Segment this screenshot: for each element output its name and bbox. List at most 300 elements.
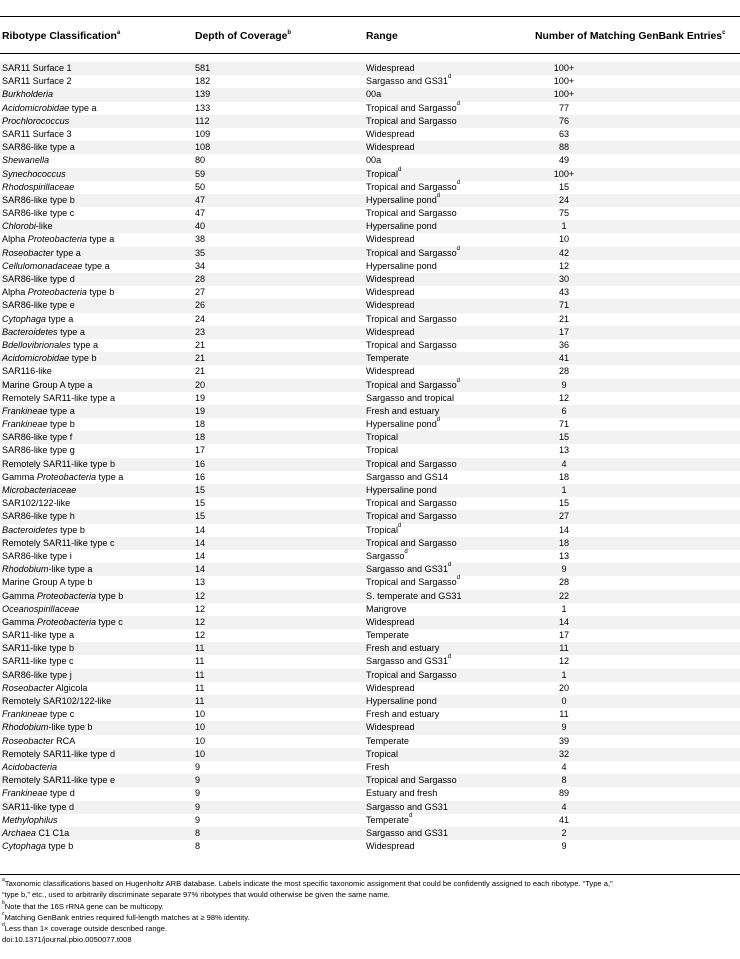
table-row xyxy=(0,392,740,405)
cell-genbank-entries: 1 xyxy=(561,485,567,495)
header-genbank-entries: Number of Matching GenBank Entries$^c$ xyxy=(535,30,726,42)
cell-ribotype: Gamma Proteobacteria type c xyxy=(2,616,123,627)
cell-genbank-entries: 41 xyxy=(558,353,570,364)
cell-range: Widespread xyxy=(366,366,415,377)
cell-depth: 50 xyxy=(195,181,206,192)
table-row xyxy=(0,497,740,510)
cell-depth: 133 xyxy=(195,102,211,113)
cell-range: Tropical and Sargasso xyxy=(366,537,457,548)
cell-depth: 21 xyxy=(195,366,206,377)
cell-depth: 24 xyxy=(195,313,206,324)
table-row xyxy=(0,260,740,273)
cell-depth: 26 xyxy=(195,300,206,311)
table-body xyxy=(0,62,740,853)
cell-depth: 16 xyxy=(195,471,206,482)
cell-range: Sargasso and tropical xyxy=(366,392,454,403)
cell-genbank-entries: 100+ xyxy=(553,76,575,87)
cell-ribotype: Roseobacter type a xyxy=(2,247,81,258)
table-row xyxy=(0,616,740,629)
cell-range: 00a xyxy=(366,89,382,100)
table-row xyxy=(0,194,740,207)
cell-depth: 12 xyxy=(195,630,206,641)
cell-genbank-entries: 75 xyxy=(558,208,570,219)
table-row xyxy=(0,88,740,101)
table-row xyxy=(0,207,740,220)
table-row xyxy=(0,655,740,668)
table-row xyxy=(0,405,740,418)
table-row xyxy=(0,418,740,431)
cell-depth: 8 xyxy=(195,827,201,838)
cell-depth: 109 xyxy=(195,128,211,139)
cell-depth: 108 xyxy=(195,142,211,153)
cell-range: Hypersaline pond xyxy=(366,221,437,232)
table-row xyxy=(0,721,740,734)
cell-ribotype: Roseobacter Algicola xyxy=(2,682,88,693)
table-row xyxy=(0,590,740,603)
cell-genbank-entries: 9 xyxy=(561,841,567,852)
cell-range: Widespread xyxy=(366,682,415,693)
cell-depth: 15 xyxy=(195,511,206,522)
cell-depth: 9 xyxy=(195,801,201,812)
table-row xyxy=(0,286,740,299)
cell-ribotype: SAR86-like type i xyxy=(2,550,72,561)
cell-ribotype: Remotely SAR11-like type a xyxy=(2,392,116,403)
cell-range: Fresh and estuary xyxy=(366,405,440,416)
cell-depth: 14 xyxy=(195,537,206,548)
table-row xyxy=(0,708,740,721)
table-row xyxy=(0,181,740,194)
cell-genbank-entries: 11 xyxy=(559,643,569,654)
cell-range: Tropical and Sargasso$^d$ xyxy=(366,575,460,588)
table-row xyxy=(0,550,740,563)
cell-range: Hypersaline pond xyxy=(366,260,437,271)
cell-depth: 11 xyxy=(195,696,205,706)
table-row xyxy=(0,128,740,141)
cell-ribotype: SAR11 Surface 2 xyxy=(2,76,72,87)
table-row xyxy=(0,431,740,444)
cell-genbank-entries: 18 xyxy=(558,537,570,548)
table-row xyxy=(0,576,740,589)
cell-genbank-entries: 1 xyxy=(561,669,567,680)
cell-depth: 27 xyxy=(195,287,206,298)
cell-depth: 9 xyxy=(195,761,201,772)
table-row xyxy=(0,524,740,537)
cell-ribotype: Frankineae type c xyxy=(2,709,75,720)
table-row xyxy=(0,642,740,655)
cell-ribotype: Bdellovibrionales type a xyxy=(2,339,99,350)
cell-range: Widespread xyxy=(366,616,415,627)
cell-ribotype: Acidobacteria xyxy=(2,761,58,772)
cell-range: Tropical and Sargasso xyxy=(366,115,457,126)
table-row xyxy=(0,629,740,642)
cell-depth: 34 xyxy=(195,260,206,271)
cell-genbank-entries: 36 xyxy=(558,339,570,350)
table-row xyxy=(0,801,740,814)
cell-range: Temperate$^d$ xyxy=(366,812,413,825)
table-row xyxy=(0,563,740,576)
cell-genbank-entries: 41 xyxy=(558,814,570,825)
cell-range: Tropical and Sargasso xyxy=(366,669,457,680)
cell-genbank-entries: 71 xyxy=(558,419,570,430)
table-row xyxy=(0,326,740,339)
table-row xyxy=(0,827,740,840)
cell-range: Widespread xyxy=(366,287,415,298)
cell-range: Tropical and Sargasso xyxy=(366,458,457,469)
cell-depth: 9 xyxy=(195,788,201,799)
cell-genbank-entries: 12 xyxy=(558,392,570,403)
table-row xyxy=(0,102,740,115)
cell-range: Hypersaline pond xyxy=(366,696,437,706)
cell-ribotype: SAR116-like xyxy=(2,366,52,377)
cell-range: Tropical and Sargasso$^d$ xyxy=(366,245,460,258)
cell-range: Widespread xyxy=(366,722,415,733)
table-row xyxy=(0,75,740,88)
cell-ribotype: Methylophilus xyxy=(2,814,58,825)
cell-depth: 9 xyxy=(195,814,201,825)
cell-genbank-entries: 6 xyxy=(561,405,567,416)
cell-depth: 80 xyxy=(195,155,206,166)
cell-range: Widespread xyxy=(366,326,415,337)
cell-ribotype: SAR11-like type c xyxy=(2,656,74,667)
cell-depth: 47 xyxy=(195,208,206,219)
cell-ribotype: SAR86-like type b xyxy=(2,194,75,205)
cell-range: Estuary and fresh xyxy=(366,788,438,799)
cell-genbank-entries: 10 xyxy=(558,234,570,245)
cell-ribotype: Bacteroidetes type a xyxy=(2,326,85,337)
cell-range: Tropical$^d$ xyxy=(366,166,402,179)
cell-genbank-entries: 71 xyxy=(558,300,570,311)
table-row xyxy=(0,840,740,853)
cell-ribotype: Remotely SAR11-like type c xyxy=(2,537,115,548)
cell-ribotype: Rhodobium-like type b xyxy=(2,722,93,733)
cell-genbank-entries: 100+ xyxy=(553,63,575,73)
cell-genbank-entries: 8 xyxy=(561,775,567,786)
cell-ribotype: Rhodospirillaceae xyxy=(2,181,75,192)
cell-genbank-entries: 15 xyxy=(558,181,570,192)
cell-depth: 11 xyxy=(195,669,205,680)
cell-range: Widespread xyxy=(366,300,415,311)
cell-range: Temperate xyxy=(366,353,409,364)
cell-range: Tropical and Sargasso xyxy=(366,313,457,324)
cell-genbank-entries: 12 xyxy=(558,656,570,667)
cell-range: Sargasso and GS31$^d$ xyxy=(366,654,452,667)
table-row xyxy=(0,774,740,787)
cell-ribotype: SAR11-like type b xyxy=(2,643,75,654)
table-row xyxy=(0,484,740,497)
cell-genbank-entries: 14 xyxy=(558,616,570,627)
cell-depth: 12 xyxy=(195,603,206,614)
cell-genbank-entries: 42 xyxy=(558,247,570,258)
cell-range: 00a xyxy=(366,155,382,166)
table-row xyxy=(0,537,740,550)
cell-ribotype: SAR11 Surface 1 xyxy=(2,63,72,73)
cell-ribotype: Remotely SAR11-like type b xyxy=(2,458,116,469)
cell-range: Temperate xyxy=(366,735,409,746)
cell-ribotype: Alpha Proteobacteria type a xyxy=(2,234,115,245)
cell-range: Tropical and Sargasso xyxy=(366,511,457,522)
cell-ribotype: Microbacteriaceae xyxy=(2,485,77,495)
cell-genbank-entries: 2 xyxy=(561,827,567,838)
cell-ribotype: SAR11-like type d xyxy=(2,801,75,812)
footnotes xyxy=(2,878,738,946)
cell-genbank-entries: 39 xyxy=(558,735,570,746)
cell-depth: 11 xyxy=(195,656,205,667)
cell-depth: 11 xyxy=(195,643,205,654)
cell-depth: 19 xyxy=(195,392,206,403)
cell-ribotype: SAR102/122-like xyxy=(2,498,71,509)
table-row xyxy=(0,379,740,392)
cell-range: Widespread xyxy=(366,63,415,73)
cell-genbank-entries: 22 xyxy=(558,590,570,601)
cell-ribotype: Remotely SAR102/122-like xyxy=(2,696,112,706)
cell-genbank-entries: 15 xyxy=(558,432,570,443)
cell-ribotype: Alpha Proteobacteria type b xyxy=(2,287,115,298)
table-row xyxy=(0,352,740,365)
cell-ribotype: Gamma Proteobacteria type b xyxy=(2,590,124,601)
cell-genbank-entries: 1 xyxy=(561,603,567,614)
cell-genbank-entries: 32 xyxy=(558,748,570,759)
cell-range: Tropical and Sargasso$^d$ xyxy=(366,100,460,113)
cell-genbank-entries: 89 xyxy=(558,788,570,799)
cell-depth: 12 xyxy=(195,590,206,601)
cell-depth: 12 xyxy=(195,616,206,627)
table-row xyxy=(0,168,740,181)
cell-ribotype: Synechococcus xyxy=(2,168,66,179)
cell-genbank-entries: 100+ xyxy=(553,168,575,179)
cell-genbank-entries: 4 xyxy=(561,761,567,772)
cell-ribotype: SAR86-like type j xyxy=(2,669,72,680)
cell-range: Tropical and Sargasso xyxy=(366,775,457,786)
cell-genbank-entries: 21 xyxy=(558,313,570,324)
table-row xyxy=(0,444,740,457)
cell-depth: 10 xyxy=(195,748,206,759)
cell-ribotype: SAR86-like type d xyxy=(2,274,75,284)
cell-range: Widespread xyxy=(366,841,415,852)
table-header xyxy=(0,31,740,47)
table-row xyxy=(0,141,740,154)
cell-genbank-entries: 11 xyxy=(559,709,569,720)
table-row xyxy=(0,748,740,761)
cell-ribotype: Acidomicrobidae type a xyxy=(2,102,97,113)
cell-range: Hypersaline pond xyxy=(366,485,437,495)
cell-ribotype: Frankineae type a xyxy=(2,405,75,416)
cell-range: Sargasso and GS31 xyxy=(366,801,448,812)
cell-ribotype: Cellulomonadaceae type a xyxy=(2,260,110,271)
cell-genbank-entries: 30 xyxy=(558,274,570,284)
cell-genbank-entries: 9 xyxy=(561,379,567,390)
cell-range: Tropical xyxy=(366,432,399,443)
cell-range: Widespread xyxy=(366,142,415,153)
cell-range: Tropical and Sargasso xyxy=(366,498,457,509)
cell-depth: 10 xyxy=(195,735,206,746)
cell-depth: 35 xyxy=(195,247,206,258)
cell-depth: 16 xyxy=(195,458,206,469)
cell-genbank-entries: 28 xyxy=(558,366,570,377)
cell-genbank-entries: 15 xyxy=(558,498,570,509)
doi: doi:10.1371/journal.pbio.0050077.t008 xyxy=(2,935,132,945)
cell-ribotype: Marine Group A type b xyxy=(2,577,93,588)
cell-range: Tropical and Sargasso$^d$ xyxy=(366,179,460,192)
cell-range: Temperate xyxy=(366,630,409,641)
cell-ribotype: Prochlorococcus xyxy=(2,115,70,126)
cell-range: Tropical xyxy=(366,748,399,759)
cell-range: Widespread xyxy=(366,234,415,245)
footnote-a: $^a$Taxonomic classifications based on Hugenholtz ARB database. Labels indicate the most specific taxonomic assignment that could be confidently assigned to each ribotype. “Type a,” xyxy=(2,877,613,888)
cell-genbank-entries: 14 xyxy=(558,524,570,535)
table-bottom-rule xyxy=(0,874,740,875)
cell-depth: 10 xyxy=(195,722,206,733)
cell-range: Tropical and Sargasso$^d$ xyxy=(366,377,460,390)
cell-range: S. temperate and GS31 xyxy=(366,590,462,601)
cell-ribotype: Burkholderia xyxy=(2,89,54,100)
cell-ribotype: SAR86-like type h xyxy=(2,511,75,522)
table-row xyxy=(0,273,740,286)
cell-depth: 15 xyxy=(195,485,206,495)
cell-ribotype: Marine Group A type a xyxy=(2,379,93,390)
cell-genbank-entries: 18 xyxy=(558,471,570,482)
cell-depth: 18 xyxy=(195,419,206,430)
cell-ribotype: Remotely SAR11-like type d xyxy=(2,748,116,759)
cell-depth: 14 xyxy=(195,550,206,561)
cell-ribotype: Oceanospirillaceae xyxy=(2,603,80,614)
cell-depth: 112 xyxy=(195,115,210,126)
cell-genbank-entries: 9 xyxy=(561,722,567,733)
footnote-c: $^c$Matching GenBank entries required full-length matches at ≥ 98% identity. xyxy=(2,910,250,922)
cell-depth: 18 xyxy=(195,432,206,443)
cell-ribotype: Rhodobium-like type a xyxy=(2,564,93,575)
cell-ribotype: Archaea C1 C1a xyxy=(2,827,70,838)
cell-range: Hypersaline pond$^d$ xyxy=(366,192,441,205)
cell-depth: 8 xyxy=(195,841,201,852)
cell-depth: 14 xyxy=(195,564,206,575)
cell-range: Sargasso and GS31$^d$ xyxy=(366,562,452,575)
cell-range: Sargasso and GS14 xyxy=(366,471,448,482)
cell-depth: 47 xyxy=(195,194,206,205)
cell-genbank-entries: 76 xyxy=(558,115,570,126)
table-row xyxy=(0,313,740,326)
cell-genbank-entries: 12 xyxy=(558,260,570,271)
cell-genbank-entries: 100+ xyxy=(553,89,575,100)
table-row xyxy=(0,682,740,695)
cell-ribotype: SAR86-like type c xyxy=(2,208,75,219)
table-row xyxy=(0,787,740,800)
cell-depth: 21 xyxy=(195,353,206,364)
cell-range: Mangrove xyxy=(366,603,407,614)
table-row xyxy=(0,669,740,682)
cell-ribotype: Remotely SAR11-like type e xyxy=(2,775,116,786)
table-top-rule xyxy=(0,16,740,17)
cell-depth: 182 xyxy=(195,76,211,87)
cell-genbank-entries: 20 xyxy=(558,682,570,693)
cell-range: Hypersaline pond$^d$ xyxy=(366,417,441,430)
cell-ribotype: SAR86-like type g xyxy=(2,445,75,456)
cell-range: Widespread xyxy=(366,128,415,139)
cell-genbank-entries: 1 xyxy=(561,221,567,232)
cell-depth: 20 xyxy=(195,379,206,390)
table-row xyxy=(0,220,740,233)
cell-range: Tropical xyxy=(366,445,399,456)
table-row xyxy=(0,458,740,471)
cell-depth: 11 xyxy=(195,682,205,693)
cell-range: Tropical$^d$ xyxy=(366,522,402,535)
cell-genbank-entries: 88 xyxy=(558,142,570,153)
cell-depth: 38 xyxy=(195,234,206,245)
cell-ribotype: Frankineae type b xyxy=(2,419,75,430)
cell-ribotype: Roseobacter RCA xyxy=(2,735,76,746)
cell-ribotype: SAR11 Surface 3 xyxy=(2,128,72,139)
cell-depth: 9 xyxy=(195,775,201,786)
cell-genbank-entries: 49 xyxy=(558,155,570,166)
cell-depth: 17 xyxy=(195,445,206,456)
table-row xyxy=(0,154,740,167)
cell-range: Tropical and Sargasso xyxy=(366,208,457,219)
cell-depth: 21 xyxy=(195,339,206,350)
table-row xyxy=(0,695,740,708)
cell-ribotype: Chlorobi-like xyxy=(2,221,53,232)
table-row xyxy=(0,339,740,352)
cell-range: Widespread xyxy=(366,274,415,284)
cell-depth: 23 xyxy=(195,326,206,337)
table-row xyxy=(0,761,740,774)
cell-depth: 14 xyxy=(195,524,206,535)
footnote-b: $^b$Note that the 16S rRNA gene can be multicopy. xyxy=(2,899,164,911)
table-row xyxy=(0,735,740,748)
cell-genbank-entries: 4 xyxy=(561,458,567,469)
cell-range: Sargasso and GS31 xyxy=(366,827,448,838)
table-row xyxy=(0,233,740,246)
table-row xyxy=(0,603,740,616)
cell-genbank-entries: 43 xyxy=(558,287,570,298)
cell-ribotype: Frankineae type d xyxy=(2,788,75,799)
cell-ribotype: Cytophaga type b xyxy=(2,841,74,852)
table-row xyxy=(0,115,740,128)
header-ribotype: Ribotype Classification$^a$ xyxy=(2,30,121,42)
cell-range: Fresh and estuary xyxy=(366,643,440,654)
cell-depth: 581 xyxy=(195,63,211,73)
cell-genbank-entries: 28 xyxy=(558,577,570,588)
table-row xyxy=(0,365,740,378)
header-range: Range xyxy=(366,31,398,42)
cell-depth: 59 xyxy=(195,168,206,179)
table-row xyxy=(0,471,740,484)
cell-depth: 10 xyxy=(195,709,206,720)
cell-ribotype: Shewanella xyxy=(2,155,50,166)
cell-range: Tropical and Sargasso xyxy=(366,339,457,350)
cell-range: Fresh and estuary xyxy=(366,709,440,720)
cell-genbank-entries: 13 xyxy=(558,550,570,561)
cell-ribotype: SAR86-like type f xyxy=(2,432,73,443)
cell-range: Sargasso and GS31$^d$ xyxy=(366,74,452,87)
footnote-d: $^d$Less than 1× coverage outside described range. xyxy=(2,922,168,934)
cell-genbank-entries: 27 xyxy=(558,511,570,522)
cell-depth: 15 xyxy=(195,498,206,509)
cell-genbank-entries: 13 xyxy=(558,445,570,456)
footnote-a-cont: “type b,” etc., used to arbitrarily discriminate separate 97% ribotypes that would otherwise be given the same name. xyxy=(2,890,390,900)
cell-range: Fresh xyxy=(366,761,390,772)
header-rule xyxy=(0,53,740,54)
cell-depth: 19 xyxy=(195,405,206,416)
cell-genbank-entries: 0 xyxy=(561,696,567,706)
cell-ribotype: SAR86-like type e xyxy=(2,300,75,311)
cell-genbank-entries: 17 xyxy=(558,630,570,641)
cell-depth: 13 xyxy=(195,577,206,588)
cell-ribotype: Acidomicrobidae type b xyxy=(2,353,97,364)
cell-genbank-entries: 4 xyxy=(561,801,567,812)
cell-ribotype: Bacteroidetes type b xyxy=(2,524,85,535)
cell-ribotype: SAR11-like type a xyxy=(2,630,75,641)
cell-genbank-entries: 63 xyxy=(558,128,570,139)
cell-ribotype: Cytophaga type a xyxy=(2,313,74,324)
